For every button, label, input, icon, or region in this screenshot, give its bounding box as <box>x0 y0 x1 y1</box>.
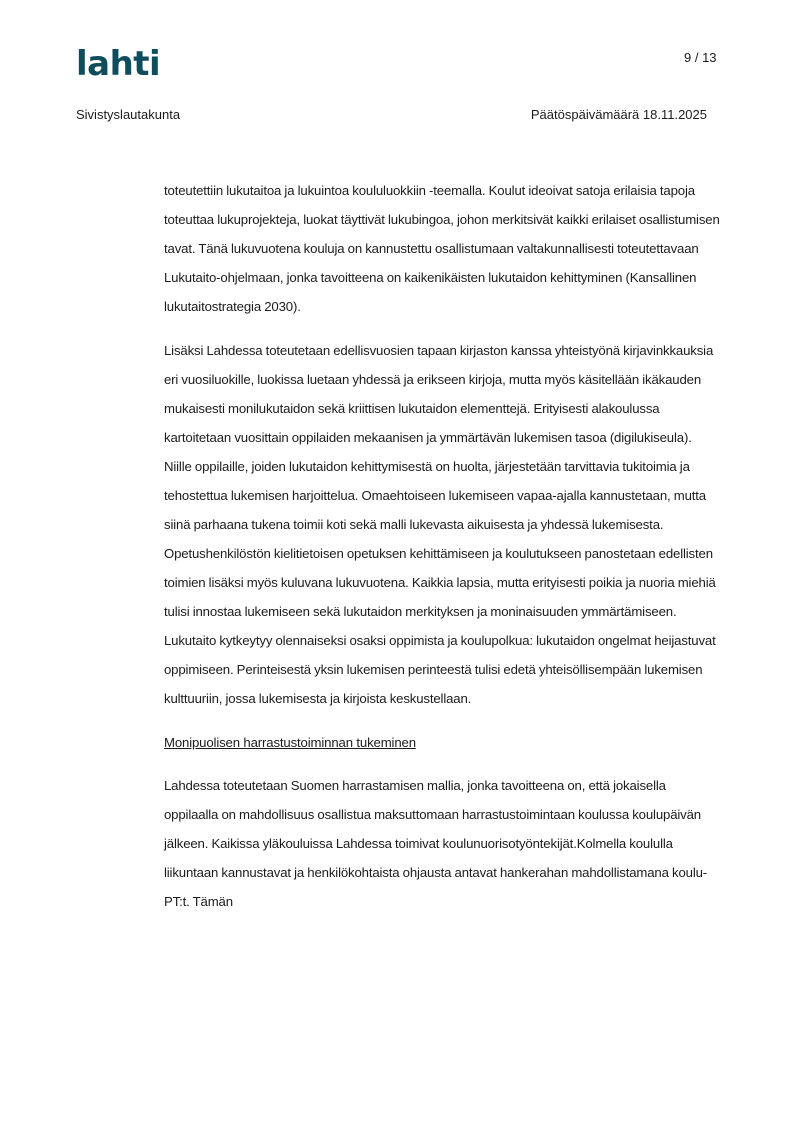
decision-date: Päätöspäivämäärä 18.11.2025 <box>530 107 707 122</box>
body-paragraph: Lahdessa toteutetaan Suomen harrastamisen mallia, jonka tavoitteena on, että jokaisella oppilaalla on mahdollisuus osallistua maksuttomaan harrastustoimintaan koulussa koulupäivän jälkeen. Kaikissa yläkouluissa Lahdessa toimivat koulunuorisotyöntekijät.Kolmella koululla liikuntaan kannustavat ja henkilökohtaista ohjausta antavat hankerahan mahdollistamana koulu-PT:t. Tämän <box>164 778 708 909</box>
document-body <box>164 176 720 931</box>
section-heading: Monipuolisen harrastustoiminnan tukeminen <box>164 735 416 750</box>
page-number: 9 / 13 <box>684 50 717 65</box>
organization-name: Sivistyslautakunta <box>76 107 181 122</box>
body-paragraph: Lisäksi Lahdessa toteutetaan edellisvuosien tapaan kirjaston kanssa yhteistyönä kirjavinkkauksia eri vuosiluokille, luokissa luetaan yhdessä ja erikseen kirjoja, mutta myös käsitellään ikäkauden mukaisesti monilukutaidon sekä kriittisen lukutaidon elementtejä. Erityisesti alakoulussa kartoitetaan vuosittain oppilaiden mekaanisen ja ymmärtävän lukemisen tasoa (digilukiseula). Niille oppilaille, joiden lukutaidon kehittymisestä on huolta, järjestetään tarvittavia tukitoimia ja tehostettua lukemisen harjoittelua. Omaehtoiseen lukemiseen vapaa-ajalla kannustetaan, mutta siinä parhaana tukena toimii koti sekä malli lukevasta aikuisesta ja yhdessä lukemisesta. Opetushenkilöstön kielitietoisen opetuksen kehittämiseen ja koulutukseen panostetaan edellisten toimien lisäksi myös kuluvana lukuvuotena. Kaikkia lapsia, mutta erityisesti poikia ja nuoria miehiä tulisi innostaa lukemiseen sekä lukutaidon merkityksen ja moninaisuuden ymmärtämiseen. Lukutaito kytkeytyy olennaiseksi osaksi oppimista ja koulupolkua: lukutaidon ongelmat heijastuvat oppimiseen. Perinteisestä yksin lukemisen perinteestä tulisi edetä yhteisöllisempään lukemisen kulttuuriin, jossa lukemisesta ja kirjoista keskustellaan. <box>164 343 716 706</box>
lahti-logo: lahti <box>76 44 161 84</box>
body-paragraph: toteutettiin lukutaitoa ja lukuintoa koululuokkiin -teemalla. Koulut ideoivat satoja erilaisia tapoja toteuttaa lukuprojekteja, luokat täyttivät lukubingoa, johon merkitsivät kaikki erilaiset osallistumisen tavat. Tänä lukuvuotena kouluja on kannustettu osallistumaan valtakunnallisesti toteutettavaan Lukutaito-ohjelmaan, jonka tavoitteena on kaikenikäisten lukutaidon kehittyminen (Kansallinen lukutaitostrategia 2030). <box>164 183 720 314</box>
